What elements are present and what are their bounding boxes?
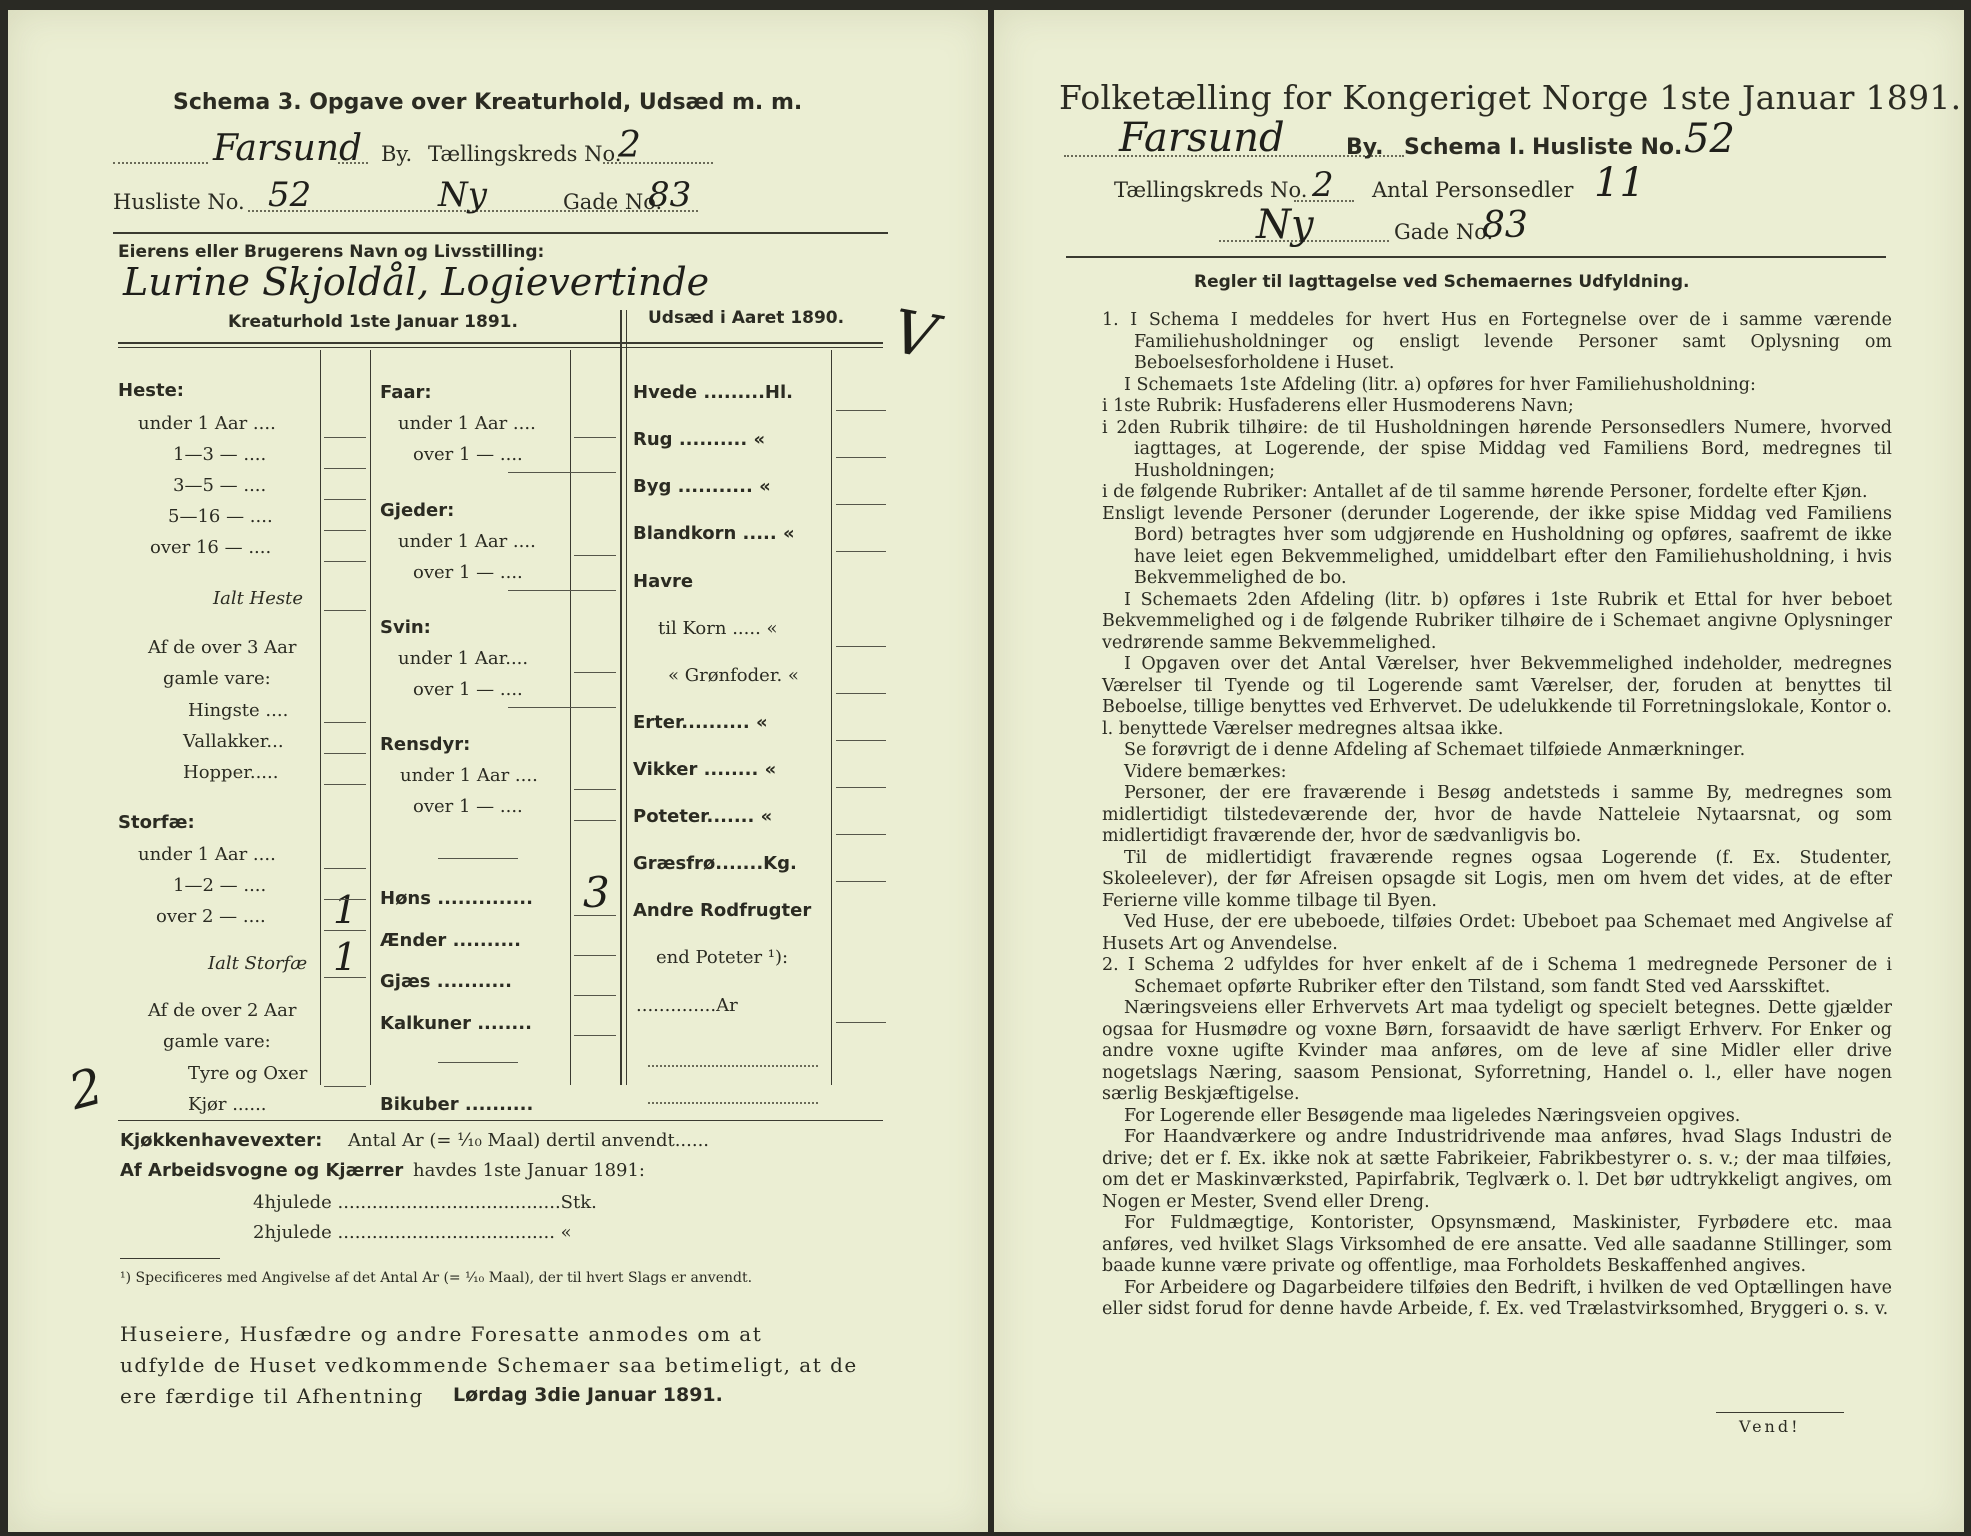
ialt-storfae: Ialt Storfæ xyxy=(208,953,308,974)
heste-row-3: 3—5 — .... xyxy=(173,475,267,496)
kalkuner: Kalkuner ........ xyxy=(380,1013,532,1034)
antal-personsedler-value: 11 xyxy=(1594,160,1645,206)
aender: Ænder .......... xyxy=(380,930,521,951)
hopper: Hopper..... xyxy=(183,762,279,783)
right-taellingskreds-value: 2 xyxy=(1312,165,1334,205)
storfae-row-1: under 1 Aar .... xyxy=(138,844,276,865)
heste-row-2: 1—3 — .... xyxy=(173,444,267,465)
poteter: Poteter....... « xyxy=(633,806,773,827)
storfae-row-3: over 2 — .... xyxy=(156,906,266,927)
ar-label: ..............Ar xyxy=(636,995,738,1016)
right-gade-value: Ny xyxy=(1256,202,1314,248)
rensdyr-label: Rensdyr: xyxy=(380,734,471,755)
heste-af-de-over: Af de over 3 Aar xyxy=(148,637,297,658)
faar-row-2: over 1 — .... xyxy=(413,444,523,465)
gjaes: Gjæs ........... xyxy=(380,971,513,992)
arbeidsvogne-rest: havdes 1ste Januar 1891: xyxy=(413,1160,645,1181)
by-value: Farsund xyxy=(213,128,363,169)
rule-1b: i 1ste Rubrik: Husfaderens eller Husmoderens Navn; xyxy=(1102,396,1574,416)
rule-1l: Ved Huse, der ere ubeboede, tilføies Ordet: Ubeboet paa Schemaet med Angivelse af Husets Art og Anvendelse. xyxy=(1102,912,1892,954)
eier-label: Eierens eller Brugerens Navn og Livsstilling: xyxy=(118,242,545,262)
rule-2a: Næringsveiens eller Erhvervets Art maa tydeligt og specielt betegnes. Dette gjælder ogsaa for Husmødre og voxne Børn, forsaavidt de have særligt Erhverv. For Enker og andre voxne ugifte Kvinder maa anføres, om de leve af sine Midler eller drive nogetslags Næring, saasom Pensionat, Syforretning, Handel o. l., eller have nogen særlig Beskjæftigelse. xyxy=(1102,998,1892,1104)
census-title: Folketælling for Kongeriget Norge 1ste Januar 1891. xyxy=(1059,78,1962,117)
rule-1d: i de følgende Rubriker: Antallet af de til samme hørende Personer, fordelte efter Kjøn. xyxy=(1102,482,1868,502)
vikker: Vikker ........ « xyxy=(633,759,777,780)
byg: Byg ........... « xyxy=(633,476,771,497)
heste-label: Heste: xyxy=(118,380,184,401)
vend-label: Vend! xyxy=(1739,1417,1801,1436)
notice-line-2: udfylde de Huset vedkommende Schemaer saa betimeligt, at de xyxy=(120,1353,858,1377)
rule-1a: I Schemaets 1ste Afdeling (litr. a) opføres for hver Familiehusholdning: xyxy=(1124,374,1756,395)
kjokkenhavevexter: Kjøkkenhavevexter: xyxy=(120,1130,323,1151)
ialt-storfae-value: 1 xyxy=(333,935,358,979)
havre: Havre xyxy=(633,571,694,592)
schema3-title: Schema 3. Opgave over Kreaturhold, Udsæd m. m. xyxy=(173,90,803,115)
faar-row-1: under 1 Aar .... xyxy=(398,413,536,434)
kjor: Kjør ...... xyxy=(188,1094,267,1115)
hvede: Hvede .........Hl. xyxy=(633,382,793,403)
gjeder-row-1: under 1 Aar .... xyxy=(398,531,536,552)
hons-value: 3 xyxy=(583,868,610,917)
blandkorn: Blandkorn ..... « xyxy=(633,523,795,544)
svin-label: Svin: xyxy=(380,617,431,638)
margin-mark: 2 xyxy=(63,1056,109,1122)
heste-row-5: over 16 — .... xyxy=(150,537,272,558)
schema1-label: Schema I. xyxy=(1404,135,1526,160)
notice-date: Lørdag 3die Januar 1891. xyxy=(453,1384,723,1406)
rule-1k: Til de midlertidigt fraværende regnes ogsaa Logerende (f. Ex. Studenter, Skoleelever), der før Afreisen opsagde sit Logis, men om hvem det vides, at de efter Ferierne ville komme tilbage til Byen. xyxy=(1102,847,1892,911)
rule-1: 1. I Schema I meddeles for hvert Hus en Fortegnelse over de i samme værende Familiehusholdninger og ensligt levende Personer samt Oplysning om Beboelsesforholdene i Huset. xyxy=(1102,310,1892,373)
kjokken-rest: Antal Ar (= ¹⁄₁₀ Maal) dertil anvendt...... xyxy=(348,1130,710,1151)
havre-til-korn: til Korn ..... « xyxy=(658,618,778,639)
rule-1c: i 2den Rubrik tilhøire: de til Husholdningen hørende Personsedlers Numere, hvorved iagttages, at Logerende, der spise Middag ved Familiens Bord, medregnes til Husholdningen; xyxy=(1102,417,1892,481)
right-by-value: Farsund xyxy=(1119,115,1285,161)
check-mark: V xyxy=(887,296,943,374)
rule-1j: Personer, der ere fraværende i Besøg andetsteds i samme By, medregnes som midlertidigt tilstedeværende der, hvor de havde Natteleie Nytaarsnat, og som midlertidigt fraværende der, hvor de sædvanligvis bo. xyxy=(1102,783,1892,846)
rule-1g: I Opgaven over det Antal Værelser, hver Bekvemmelighed indeholder, medregnes Værelser til Tyende og til Logerende samt Værelser, der, foruden at benyttes til Beboelse, tillige benyttes ved Erhvervet. De udelukkende til Forretningslokale, Kontor o. l. benyttede Værelser medregnes altsaa ikke. xyxy=(1102,654,1892,739)
hingste: Hingste .... xyxy=(188,700,289,721)
taellingskreds-value: 2 xyxy=(618,125,641,166)
arbeidsvogne: Af Arbeidsvogne og Kjærrer xyxy=(120,1160,404,1181)
rules-text xyxy=(1102,310,1892,1321)
andre-rodfrugter: Andre Rodfrugter xyxy=(633,900,812,921)
gjeder-row-2: over 1 — .... xyxy=(413,562,523,583)
hjulede-2: 2hjulede ...................................... « xyxy=(253,1222,572,1243)
gjeder-label: Gjeder: xyxy=(380,500,455,521)
graesfro: Græsfrø.......Kg. xyxy=(633,853,797,874)
taellingskreds-label: Tællingskreds No. xyxy=(428,142,622,166)
rule-2d: For Fuldmægtige, Kontorister, Opsynsmænd, Maskinister, Fyrbødere etc. maa anføres, ved hvilket Slags Virksomhed de ere ansatte. Ved alle saadanne Stillinger, som baade kunne være private og offentlige, maa Forholdets Beskaffenhed angives. xyxy=(1102,1213,1892,1276)
svin-row-2: over 1 — .... xyxy=(413,679,523,700)
rensdyr-row-2: over 1 — .... xyxy=(413,796,523,817)
havre-gronfoder: « Grønfoder. « xyxy=(668,665,799,686)
gade-no-value: 83 xyxy=(648,175,692,215)
right-husliste-label: Husliste No. xyxy=(1532,135,1683,160)
right-gade-no-value: 83 xyxy=(1482,205,1528,246)
faar-label: Faar: xyxy=(380,382,432,403)
regler-title: Regler til Iagttagelse ved Schemaernes Udfyldning. xyxy=(1194,272,1690,292)
heste-row-1: under 1 Aar .... xyxy=(138,413,276,434)
ialt-heste: Ialt Heste xyxy=(213,588,304,609)
rule-1f: I Schemaets 2den Afdeling (litr. b) opføres i 1ste Rubrik et Ettal for hver beboet Bekvemmelighed og i de følgende Rubriker tilhøire de i Schemaet angivne Oplysninger vedrørende samme Bekvemmelighed. xyxy=(1102,589,1892,653)
rule-2: 2. I Schema 2 udfyldes for hver enkelt af de i Schema 1 medregnede Personer de i Schemaet opførte Rubriker efter den Tilstand, som fandt Sted ved Aarsskiftet. xyxy=(1102,955,1892,997)
hjulede-4: 4hjulede .......................................Stk. xyxy=(253,1192,597,1213)
left-page xyxy=(8,10,988,1532)
kreaturhold-header: Kreaturhold 1ste Januar 1891. xyxy=(228,312,518,332)
hons: Høns .............. xyxy=(380,888,533,909)
right-by-label: By. xyxy=(1346,135,1384,160)
storfae-label: Storfæ: xyxy=(118,812,195,833)
rule-1h: Se forøvrigt de i denne Afdeling af Schemaet tilføiede Anmærkninger. xyxy=(1124,740,1746,760)
eier-value: Lurine Skjoldål, Logievertinde xyxy=(123,260,710,304)
svin-row-1: under 1 Aar.... xyxy=(398,648,529,669)
rug: Rug .......... « xyxy=(633,429,766,450)
storfae-row-2: 1—2 — .... xyxy=(173,875,267,896)
husliste-label: Husliste No. xyxy=(113,190,245,214)
heste-row-4: 5—16 — .... xyxy=(168,506,273,527)
heste-gamle-vare: gamle vare: xyxy=(163,668,271,689)
rule-2c: For Haandværkere og andre Industridrivende maa anføres, hvad Slags Industri de drive; det er f. Ex. ikke nok at sætte Fabrikeier, Fabrikbestyrer o. s. v.; der maa tilføies, om det er Maskinværksted, Papirfabrik, Teglværk o. l. Det bør udtrykkeligt angives, om Nogen er Mester, Svend eller Dreng. xyxy=(1102,1127,1892,1212)
rule-1i: Videre bemærkes: xyxy=(1124,761,1287,782)
husliste-value: 52 xyxy=(268,175,312,215)
storfae-af-de-over: Af de over 2 Aar xyxy=(148,1000,297,1021)
right-gade-label: Gade No. xyxy=(1394,220,1494,244)
right-taellingskreds-label: Tællingskreds No. xyxy=(1114,178,1308,202)
rule-1e: Ensligt levende Personer (derunder Logerende, der ikke spise Middag ved Familiens Bord) betragtes hver som udgjørende en Husholdning og opføres, saafremt de ikke have leiet egen Bekvemmelighed, umiddelbart efter den Familiehusholdning, i hvis Bekvemmelighed de bo. xyxy=(1102,503,1892,588)
notice-line-3: ere færdige til Afhentning xyxy=(120,1384,424,1408)
antal-personsedler-label: Antal Personsedler xyxy=(1372,178,1574,202)
rule-2e: For Arbeidere og Dagarbeidere tilføies den Bedrift, i hvilken de ved Optællingen have eller sidst forud for denne havde Arbeide, f. Ex. ved Trælastvirksomhed, Bryggeri o. s. v. xyxy=(1102,1277,1892,1319)
right-page xyxy=(994,10,1964,1532)
storfae-gamle-vare: gamle vare: xyxy=(163,1031,271,1052)
rule-2b: For Logerende eller Besøgende maa ligeledes Næringsveien opgives. xyxy=(1124,1105,1741,1126)
footnote: ¹) Specificeres med Angivelse af det Antal Ar (= ¹⁄₁₀ Maal), der til hvert Slags er anvendt. xyxy=(120,1270,753,1286)
erter: Erter.......... « xyxy=(633,712,768,733)
notice-line-1: Huseiere, Husfædre og andre Foresatte anmodes om at xyxy=(120,1322,763,1346)
bikuber: Bikuber .......... xyxy=(380,1094,534,1115)
gade-value: Ny xyxy=(438,175,487,215)
right-husliste-value: 52 xyxy=(1684,116,1735,162)
storfae-over2-value: 1 xyxy=(333,888,358,932)
end-poteter: end Poteter ¹): xyxy=(656,947,789,968)
by-label: By. xyxy=(381,142,413,166)
udsaed-header: Udsæd i Aaret 1890. xyxy=(648,308,845,328)
gade-label: Gade No. xyxy=(563,190,663,214)
tyre-og-oxer: Tyre og Oxer xyxy=(188,1063,308,1084)
vallakker: Vallakker... xyxy=(183,731,284,752)
rensdyr-row-1: under 1 Aar .... xyxy=(400,765,538,786)
